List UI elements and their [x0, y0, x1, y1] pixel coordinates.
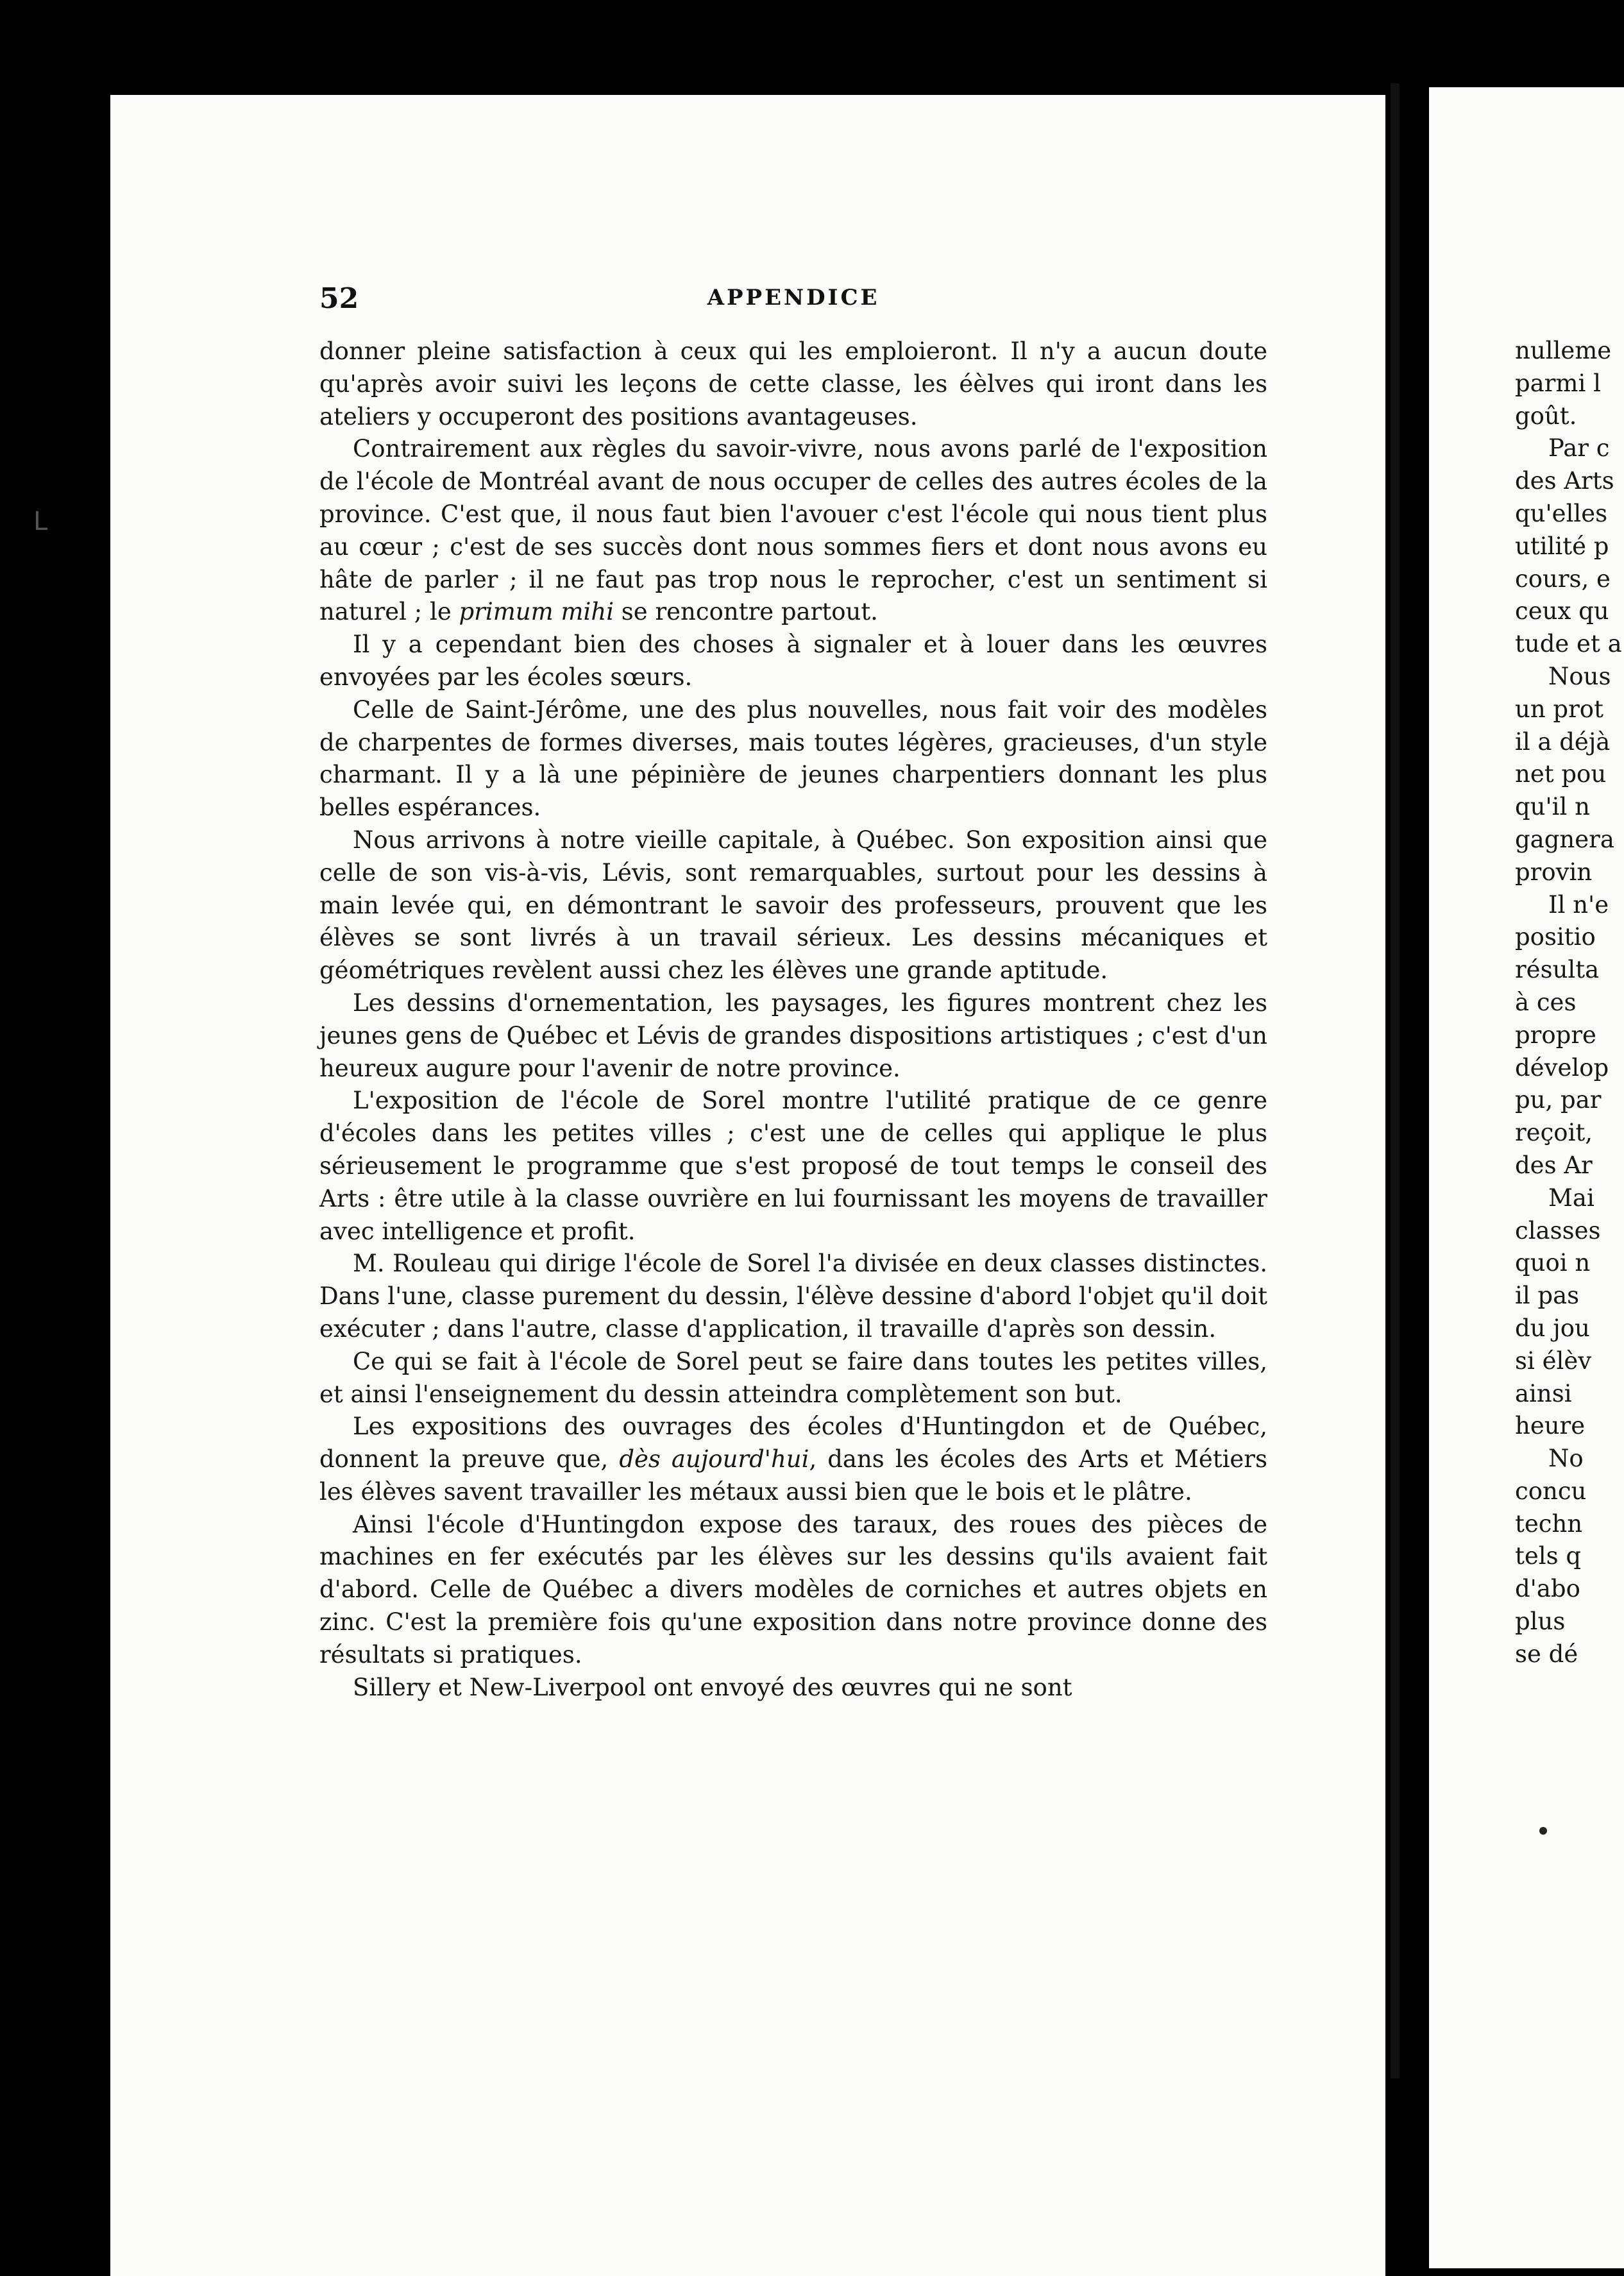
text-run: Sillery et New-Liverpool ont envoyé des œuvres qui ne sont	[353, 1673, 1072, 1701]
paragraph	[319, 1672, 1267, 1704]
right-page-line: à ces	[1515, 988, 1577, 1016]
text-run: Contrairement aux règles du savoir-vivre, nous avons parlé de l'exposition de l'école de Montréal avant de nous occuper de celles des autres écoles de la province. C'est que, il nous faut bien l'avouer c'est l'école qui nous tient plus au cœur ; c'est de ses succès dont nous sommes fiers et dont nous avons eu hâte de parler ; il ne faut pas trop nous le reprocher, c'est un sentiment si naturel ; le	[319, 435, 1267, 626]
right-page-line: provin	[1515, 858, 1593, 886]
right-page-line: reçoit,	[1515, 1119, 1593, 1147]
text-run: Nous arrivons à notre vieille capitale, à Québec. Son exposition ainsi que celle de son vis-à-vis, Lévis, sont remarquables, surtout pour les dessins à main levée qui, en démontrant le savoir des professeurs, prouvent que les élèves se sont livrés à un travail sérieux. Les dessins mécaniques et géométriques revèlent aussi chez les élèves une grande aptitude.	[319, 826, 1267, 985]
paragraph-continuation	[319, 335, 1267, 433]
right-page-line: concu	[1515, 1477, 1587, 1505]
text-run: se rencontre partout.	[614, 598, 878, 626]
right-page-line: ainsi	[1515, 1379, 1572, 1407]
text-run: Les expositions des ouvrages des écoles d'Huntingdon et de Québec, donnent la preuve que,	[319, 1413, 1267, 1473]
right-page-line: tels q	[1515, 1542, 1582, 1570]
text-run: Celle de Saint-Jérôme, une des plus nouvelles, nous fait voir des modèles de charpentes de formes diverses, mais toutes légères, gracieuses, d'un style charmant. Il y a là une pépinière de jeunes charpentiers donnant les plus belles espérances.	[319, 695, 1267, 822]
paragraph	[319, 1248, 1267, 1345]
text-run: Ce qui se fait à l'école de Sorel peut se faire dans toutes les petites villes, et ainsi l'enseignement du dessin atteindra complètement son but.	[319, 1347, 1267, 1408]
running-head	[319, 282, 1267, 321]
paragraph	[319, 1509, 1267, 1672]
paragraph	[319, 433, 1267, 629]
paragraph	[319, 987, 1267, 1085]
body-text	[319, 335, 1267, 1704]
right-page-line: pu, par	[1515, 1086, 1602, 1114]
right-page-line: goût.	[1515, 402, 1577, 430]
right-page-line: tude et a	[1515, 630, 1622, 658]
right-page-line: techn	[1515, 1509, 1583, 1538]
right-page-line: un prot	[1515, 695, 1603, 723]
text-run: , dans les écoles des Arts et Métiers les élèves savent travailler les métaux aussi bien que le bois et le plâtre.	[319, 1445, 1267, 1506]
italic-phrase: primum mihi	[459, 598, 614, 626]
right-page-line: qu'il n	[1515, 793, 1590, 821]
text-run: M. Rouleau qui dirige l'école de Sorel l'a divisée en deux classes distinctes. Dans l'une, classe purement du dessin, l'élève dessine d'abord l'objet qu'il doit exécuter ; dans l'autre, classe d'application, il travaille d'après son dessin.	[319, 1250, 1268, 1343]
text-run: Ainsi l'école d'Huntingdon expose des taraux, des roues des pièces de machines en fer exécutés par les élèves sur les dessins qu'ils avaient fait d'abord. Celle de Québec a divers modèles de corniches et autres objets en zinc. C'est la première fois qu'une exposition dans notre province donne des résultats si pratiques.	[319, 1510, 1267, 1669]
margin-mark: L	[33, 507, 48, 536]
right-page-line: résulta	[1515, 956, 1600, 984]
right-page-line: classes	[1515, 1216, 1601, 1244]
right-page-text	[1515, 335, 1624, 1671]
right-page-line: propre	[1515, 1021, 1596, 1049]
paragraph	[319, 629, 1267, 694]
text-run: L'exposition de l'école de Sorel montre l'utilité pratique de ce genre d'écoles dans les petites villes ; c'est une de celles qui applique le plus sérieusement le programme que s'est proposé de tout temps le conseil des Arts : être utile à la classe ouvrière en lui fournissant les moyens de travailler avec intelligence et profit.	[319, 1087, 1267, 1245]
text-run: donner pleine satisfaction à ceux qui les emploieront. Il n'y a aucun doute qu'après avoir suivi les leçons de cette classe, les éèlves qui iront dans les ateliers y occuperont des positions avantageuses.	[319, 337, 1267, 430]
right-page-line: Mai	[1548, 1184, 1594, 1212]
right-page-line: si élèv	[1515, 1346, 1592, 1375]
text-run: Il y a cependant bien des choses à signaler et à louer dans les œuvres envoyées par les écoles sœurs.	[319, 631, 1267, 691]
running-title: APPENDICE	[707, 285, 880, 310]
paragraph	[319, 1085, 1267, 1248]
text-run: Les dessins d'ornementation, les paysages, les figures montrent chez les jeunes gens de Québec et Lévis de grandes dispositions artistiques ; c'est d'un heureux augure pour l'avenir de notre province.	[319, 989, 1267, 1082]
right-page-line: positio	[1515, 923, 1596, 951]
right-page-line: parmi l	[1515, 369, 1601, 397]
paragraph	[319, 694, 1267, 824]
right-page-line: Nous	[1548, 662, 1611, 690]
paragraph	[319, 824, 1267, 987]
right-page-line: Par c	[1548, 434, 1610, 463]
right-page-line: gagnera	[1515, 825, 1614, 853]
right-page-line: Il n'e	[1548, 890, 1609, 919]
right-page-line: nulleme	[1515, 337, 1612, 364]
right-page-line: il a déjà	[1515, 727, 1611, 756]
right-page-line: se dé	[1515, 1640, 1578, 1668]
page-gutter-shadow	[1391, 83, 1400, 2078]
right-page-line: heure	[1515, 1412, 1586, 1440]
right-page-line: du jou	[1515, 1314, 1590, 1342]
right-page-line: ceux qu	[1515, 597, 1609, 625]
bullet-dot	[1539, 1827, 1547, 1835]
paragraph	[319, 1411, 1267, 1508]
right-page-line: d'abo	[1515, 1575, 1580, 1603]
right-page-line: No	[1548, 1445, 1584, 1473]
right-page-line: quoi n	[1515, 1249, 1591, 1277]
right-page-line: il pas	[1515, 1282, 1580, 1310]
right-page-line: cours, e	[1515, 565, 1611, 593]
right-page-line: qu'elles	[1515, 499, 1608, 527]
paragraph	[319, 1346, 1267, 1411]
right-page-line: utilité p	[1515, 532, 1609, 560]
italic-phrase: dès aujourd'hui	[619, 1445, 809, 1473]
right-page-line: dévelop	[1515, 1053, 1609, 1082]
page-number: 52	[319, 282, 359, 315]
right-page-line: des Arts	[1515, 467, 1614, 495]
right-page-line: plus	[1515, 1608, 1566, 1636]
right-page-line: des Ar	[1515, 1151, 1593, 1179]
right-page-line: net pou	[1515, 760, 1607, 788]
